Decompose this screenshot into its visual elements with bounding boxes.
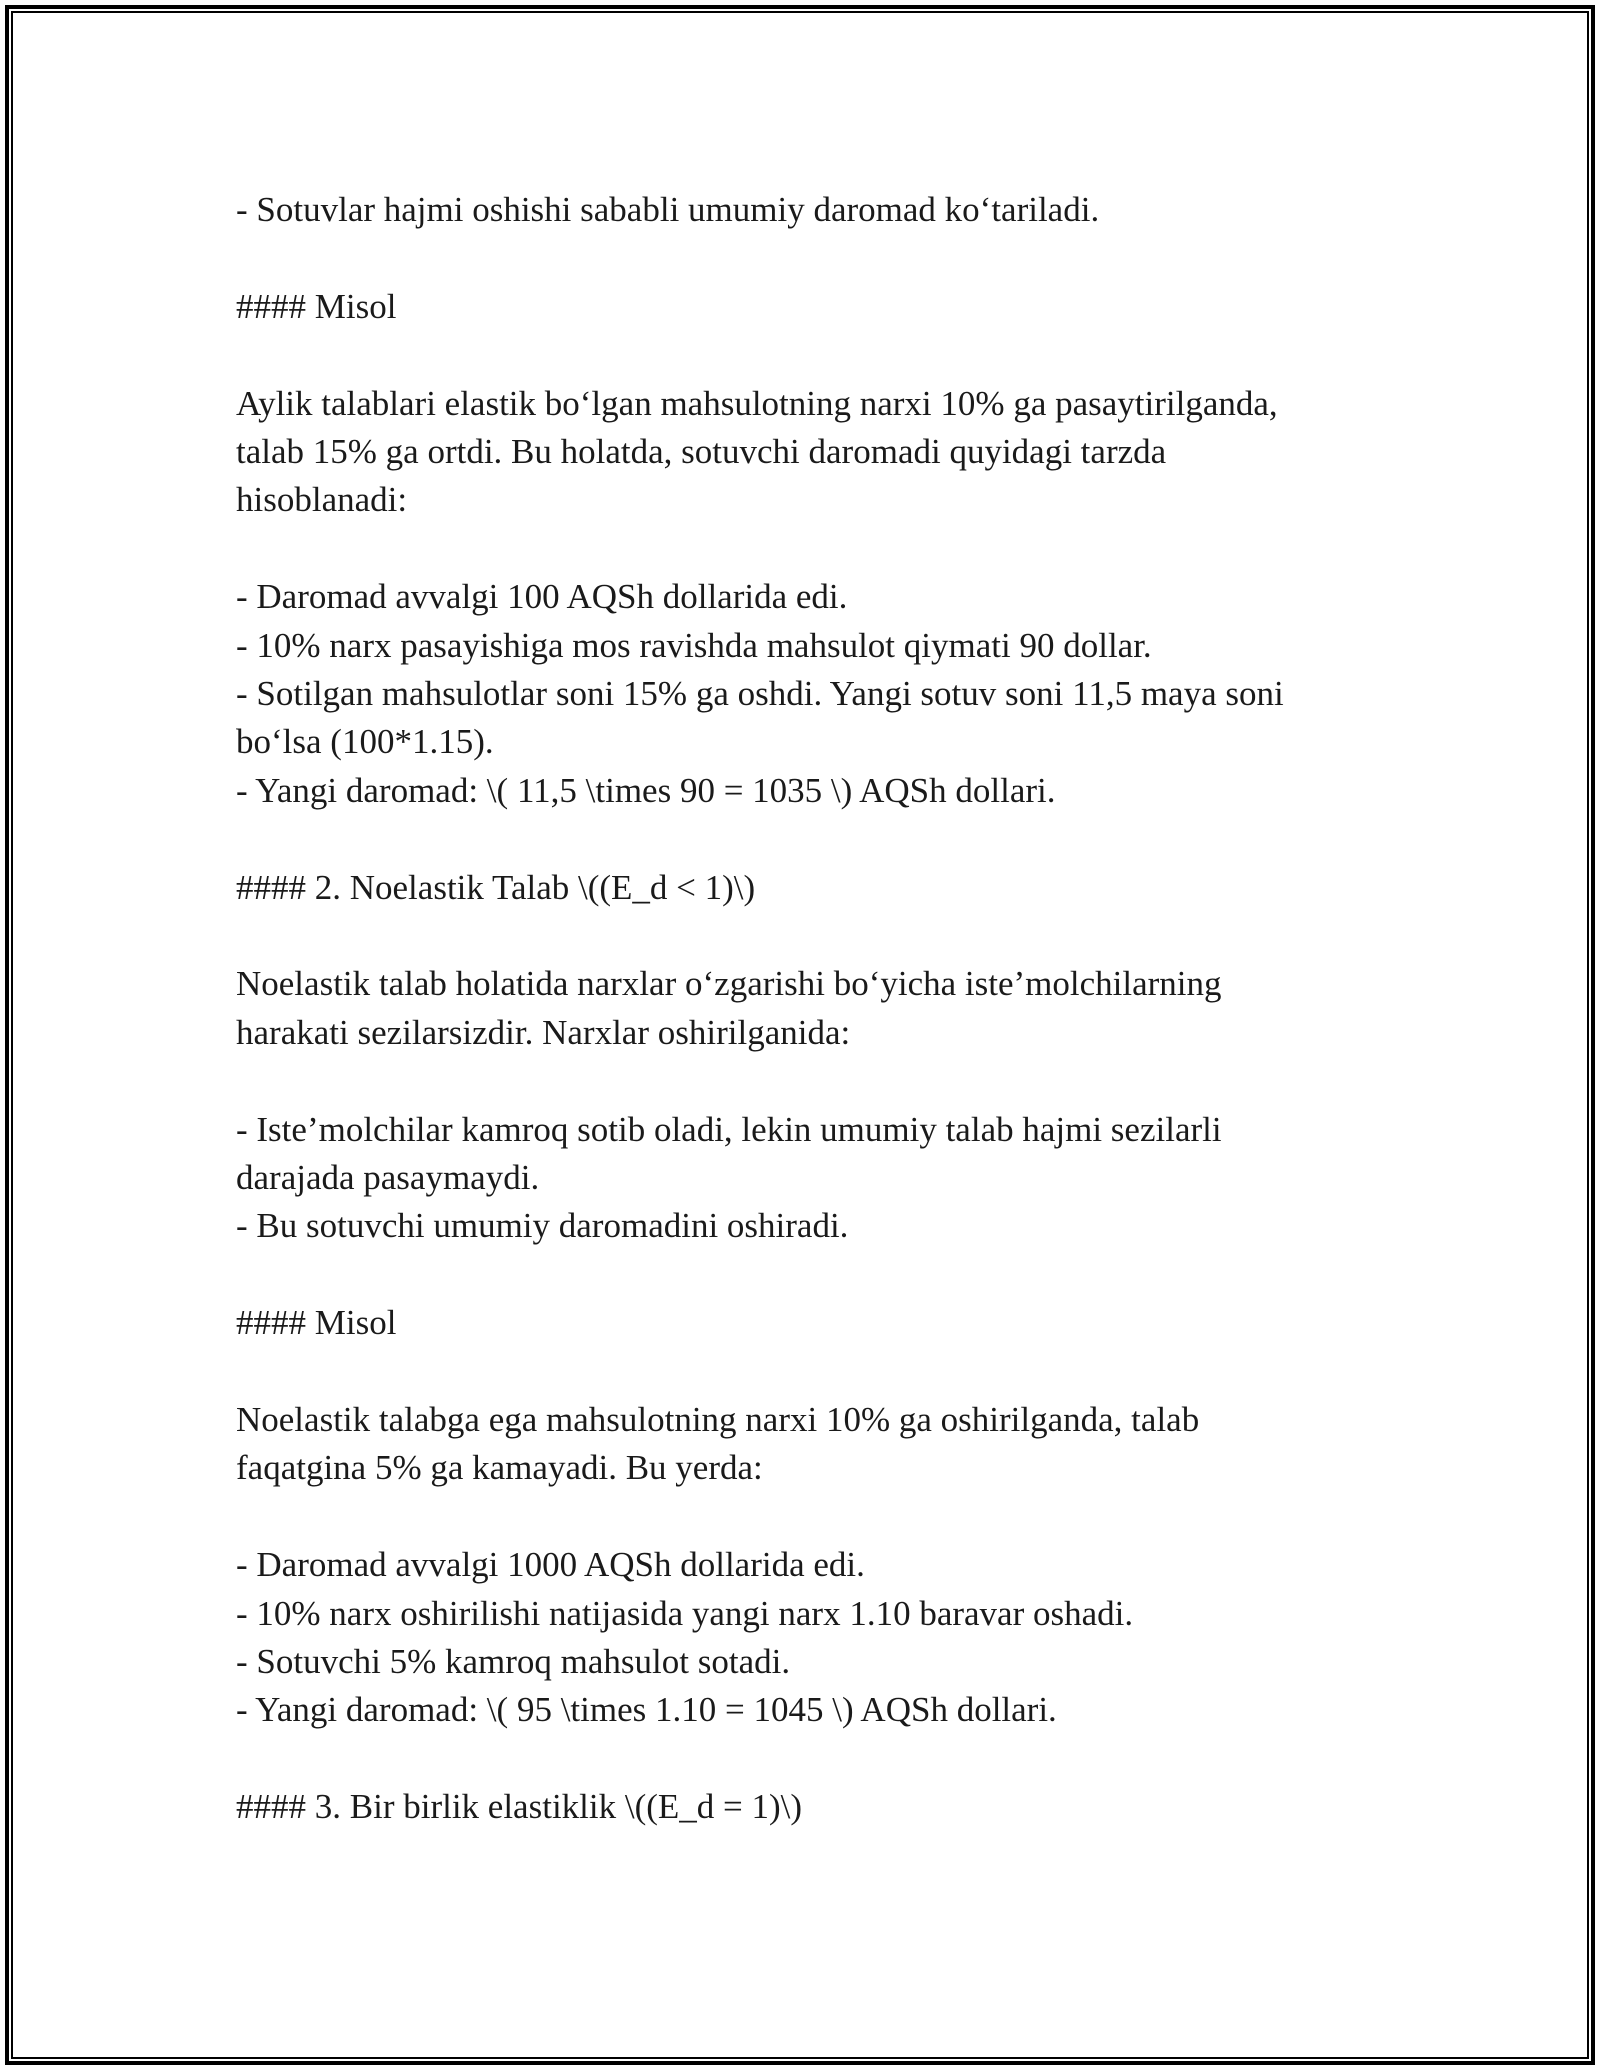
paragraph-line: Noelastik talabga ega mahsulotning narxi 10% ga oshirilganda, talab (236, 1400, 1200, 1440)
paragraph-line: Noelastik talab holatida narxlar o‘zgarishi bo‘yicha iste’molchilarning (236, 964, 1222, 1004)
paragraph-gap (236, 815, 1366, 863)
paragraph-gap (236, 525, 1366, 573)
paragraph-gap (236, 1348, 1366, 1396)
section-heading: #### 3. Bir birlik elastiklik \((E_d = 1)\) (236, 1787, 803, 1827)
bullet-line: - 10% narx pasayishiga mos ravishda mahsulot qiymati 90 dollar. (236, 625, 1152, 665)
paragraph-gap (236, 1057, 1366, 1105)
bullet-line: - 10% narx oshirilishi natijasida yangi narx 1.10 baravar oshadi. (236, 1593, 1134, 1633)
paragraph-line: Aylik talablari elastik bo‘lgan mahsulotning narxi 10% ga pasaytirilganda, (236, 383, 1278, 423)
bullet-line: darajada pasaymaydi. (236, 1158, 540, 1198)
bullet-line: - Bu sotuvchi umumiy daromadini oshiradi. (236, 1206, 849, 1246)
section-heading: #### Misol (236, 1303, 397, 1343)
bullet-line: - Sotilgan mahsulotlar soni 15% ga oshdi. Yangi sotuv soni 11,5 maya soni (236, 674, 1284, 714)
bullet-line: - Iste’molchilar kamroq sotib oladi, lekin umumiy talab hajmi sezilarli (236, 1109, 1222, 1149)
bullet-line: bo‘lsa (100*1.15). (236, 722, 494, 762)
paragraph-gap (236, 1251, 1366, 1299)
bullet-line: - Yangi daromad: \( 95 \times 1.10 = 1045 \) AQSh dollari. (236, 1690, 1057, 1730)
document-body (236, 186, 1366, 1832)
paragraph-gap (236, 912, 1366, 960)
bullet-line: - Sotuvchi 5% kamroq mahsulot sotadi. (236, 1642, 791, 1682)
paragraph-gap (236, 234, 1366, 282)
bullet-line: - Daromad avvalgi 100 AQSh dollarida edi. (236, 577, 848, 617)
section-heading: #### Misol (236, 286, 397, 326)
bullet-line: - Yangi daromad: \( 11,5 \times 90 = 1035 \) AQSh dollari. (236, 770, 1056, 810)
section-heading: #### 2. Noelastik Talab \((E_d < 1)\) (236, 867, 756, 907)
bullet-line: - Sotuvlar hajmi oshishi sababli umumiy daromad ko‘tariladi. (236, 190, 1100, 229)
bullet-line: - Daromad avvalgi 1000 AQSh dollarida edi. (236, 1545, 865, 1585)
paragraph-line: hisoblanadi: (236, 480, 408, 520)
paragraph-gap (236, 331, 1366, 379)
paragraph-line: harakati sezilarsizdir. Narxlar oshirilganida: (236, 1012, 851, 1052)
paragraph-line: faqatgina 5% ga kamayadi. Bu yerda: (236, 1448, 763, 1488)
paragraph-line: talab 15% ga ortdi. Bu holatda, sotuvchi daromadi quyidagi tarzda (236, 432, 1167, 471)
paragraph-gap (236, 1493, 1366, 1541)
paragraph-gap (236, 1735, 1366, 1783)
